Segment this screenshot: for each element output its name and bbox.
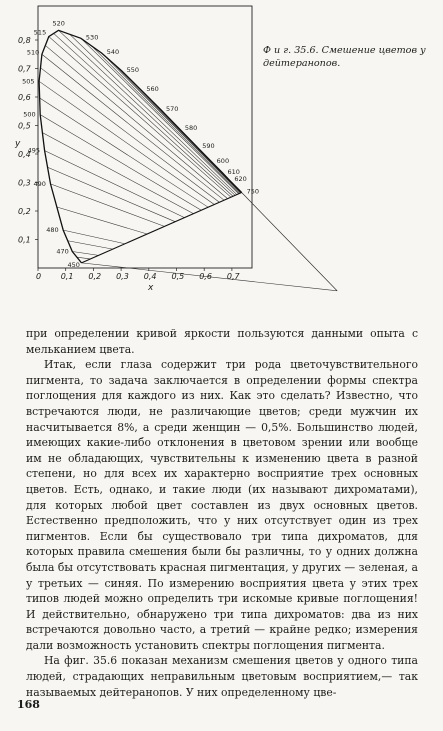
confusion-line xyxy=(102,53,241,193)
figure-caption: Ф и г. 35.6. Смешение цветов у дейтеранопов. xyxy=(263,45,426,69)
y-axis-label: y xyxy=(15,139,21,149)
y-tick-label: 0,1 xyxy=(18,235,31,245)
wavelength-label: 580 xyxy=(184,124,198,133)
wavelength-label: 600 xyxy=(216,156,230,165)
wavelength-label: 590 xyxy=(202,142,215,151)
wavelength-label: 470 xyxy=(56,247,69,256)
page-number: 168 xyxy=(17,698,40,711)
y-tick-label: 0,7 xyxy=(18,64,31,74)
y-tick-label: 0,6 xyxy=(18,93,31,102)
wavelength-label: 530 xyxy=(85,33,99,42)
wavelength-label: 550 xyxy=(126,65,140,74)
paragraph-2: Итак, если глаза содержит три рода цветочувствительного пигмента, то задача заключается в определении формы спектра поглощения для каждого из них. Как это сделать? Известно, что встречаются люди, не различающие цветов; среди мужчин их насчитывается 8%, а среди женщин — 0,5%. Большинство людей, имеющих какие-либо отклонения в цветовом зрении или вообще им не обладающих, чувствительны к изменению цвета в разной степени, но для всех их характерно восприятие трех основных цветов. Есть, однако, и такие люди (их называют дихроматами), для которых любой цвет составлен из двух основных цветов. Естественно предположить, что у них отсутствует один из трех пигментов. Если бы существовало три типа дихроматов, для которых правила смешения были бы различны, то у одних должна была бы отсутствовать красная пигментация, у других — зеленая, а у третьих — синяя. По измерению восприятия цвета у этих трех типов людей можно определить три искомые кривые поглощения! И действительно, обнаружено три типа дихроматов: два из них встречаются довольно часто, а третий — крайне редко; измерения дали возможность установить спектры поглощения пигмента. xyxy=(26,358,418,652)
wavelength-label: 570 xyxy=(165,104,179,113)
wavelength-label: 450 xyxy=(67,260,80,269)
confusion-line xyxy=(58,30,235,195)
wavelength-label: 540 xyxy=(106,48,120,57)
x-tick-label: 0 xyxy=(36,272,42,281)
confusion-line xyxy=(40,65,219,202)
x-tick-label: 0,3 xyxy=(116,272,129,281)
wavelength-label: 620 xyxy=(234,175,247,184)
purple-line xyxy=(81,192,241,262)
confusion-line xyxy=(242,192,338,290)
y-tick-label: 0,8 xyxy=(18,36,31,45)
wavelength-label: 560 xyxy=(146,85,159,94)
wavelength-label: 490 xyxy=(33,179,46,188)
confusion-line xyxy=(50,184,164,226)
x-tick-label: 0,4 xyxy=(143,272,157,281)
paragraph-1: при определении кривой яркости пользуются данными опыта с мельканием цвета. xyxy=(26,327,418,356)
confusion-line xyxy=(70,34,240,194)
wavelength-label: 750 xyxy=(246,187,260,196)
wavelength-label: 515 xyxy=(33,28,47,37)
wavelength-label: 520 xyxy=(52,19,65,28)
x-tick-label: 0,7 xyxy=(226,272,240,281)
confusion-line xyxy=(49,37,231,198)
paragraph-3: На фиг. 35.6 показан механизм смешения цветов у одного типа людей, страдающих неправильным цветовым восприятием,— так называемых дейтеранопов. У них определенному цве- xyxy=(26,654,418,699)
x-axis-label: x xyxy=(148,283,154,293)
confusion-line xyxy=(40,98,208,207)
body-text xyxy=(26,326,418,700)
x-tick-label: 0,6 xyxy=(199,272,212,281)
confusion-line xyxy=(68,241,113,249)
y-tick-label: 0,4 xyxy=(18,150,31,159)
x-tick-label: 0,2 xyxy=(88,272,102,281)
y-tick-label: 0,3 xyxy=(18,178,31,188)
x-tick-label: 0,5 xyxy=(171,272,185,281)
confusion-line xyxy=(57,207,147,234)
confusion-line xyxy=(48,167,176,221)
y-tick-label: 0,2 xyxy=(18,207,31,216)
y-tick-label: 0,5 xyxy=(18,121,31,131)
wavelength-label: 505 xyxy=(22,77,35,86)
wavelength-label: 495 xyxy=(27,146,41,155)
wavelength-label: 480 xyxy=(46,226,59,235)
confusion-line xyxy=(112,62,241,193)
x-tick-label: 0,1 xyxy=(60,272,74,281)
wavelength-label: 500 xyxy=(23,110,36,119)
wavelength-label: 610 xyxy=(227,167,240,176)
confusion-line xyxy=(77,257,91,259)
wavelength-label: 510 xyxy=(26,48,40,57)
confusion-line xyxy=(91,46,239,194)
confusion-line xyxy=(42,133,193,214)
confusion-line xyxy=(54,33,233,196)
confusion-line xyxy=(72,251,98,255)
